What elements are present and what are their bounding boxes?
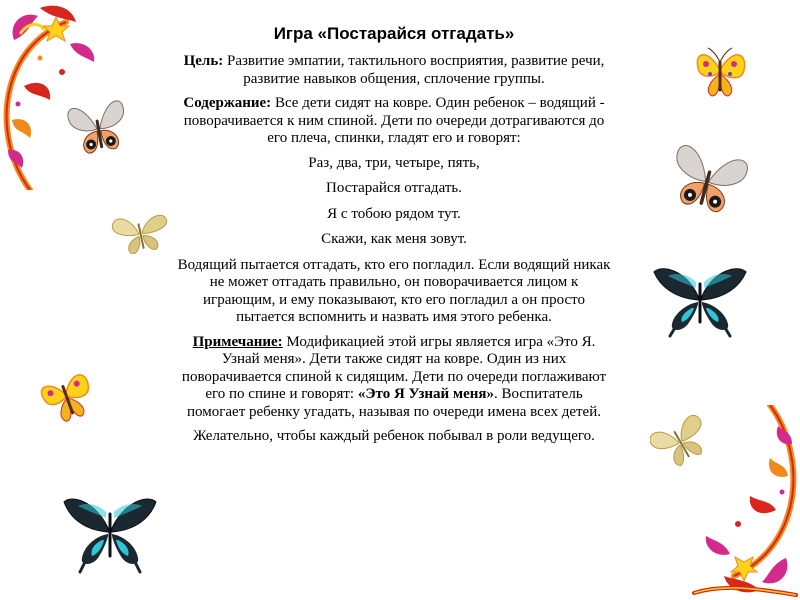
poem-line: Постарайся отгадать.	[326, 180, 462, 196]
blue-swallowtail-butterfly-icon	[62, 490, 158, 574]
golden-butterfly-icon	[650, 410, 712, 472]
content-label: Содержание:	[183, 95, 272, 111]
golden-butterfly-icon	[110, 208, 172, 254]
blue-swallowtail-butterfly-icon	[652, 262, 748, 338]
yellow-butterfly-icon	[36, 366, 96, 424]
grey-orange-butterfly-icon	[668, 140, 748, 216]
note-label: Примечание:	[192, 333, 283, 350]
poem-line: Я с тобою рядом тут.	[327, 205, 461, 222]
grey-orange-butterfly-icon	[66, 95, 130, 157]
slide-title: Игра «Постарайся отгадать»	[273, 24, 515, 43]
goal-label: Цель:	[183, 53, 224, 69]
content-paragraph	[176, 95, 612, 148]
note-text: Модификацией этой игры является игра «Это Я. Узнай меня». Дети также сидят на ковре. Один из них поворачивается спиной к сидящим. Дети по очереди поглаживают его по спине и говорят:	[181, 333, 607, 402]
goal-paragraph	[176, 53, 612, 88]
goal-text: Развитие эмпатии, тактильного восприятия, развитие речи, развитие навыков общения, сплочение группы.	[223, 53, 605, 87]
content-text: Все дети сидят на ковре. Один ребенок – водящий - поворачивается к ним спиной. Дети по очереди дотрагиваются до его плеча, спинки, гладят его и говорят:	[183, 95, 605, 146]
note-text-end: . Воспитатель помогает ребенку угадать, называя по очереди имена всех детей.	[187, 386, 601, 420]
poem-line: Раз, два, три, четыре, пять,	[308, 154, 480, 171]
rules-paragraph: Водящий пытается отгадать, кто его погладил. Если водящий никак не может отгадать правильно, он поворачивается лицом к играющим, и ему показывают, кто его погладил а он просто пытается вспомнить и назвать имя этого ребенка.	[177, 256, 611, 325]
note-paragraph	[176, 334, 612, 422]
closing-paragraph: Желательно, чтобы каждый ребенок побывал в роли ведущего.	[193, 428, 595, 444]
note-emphasis: «Это Я Узнай меня»	[357, 386, 495, 402]
yellow-butterfly-icon	[690, 40, 750, 102]
poem-line: Скажи, как меня зовут.	[321, 231, 467, 247]
slide-text	[176, 22, 612, 453]
